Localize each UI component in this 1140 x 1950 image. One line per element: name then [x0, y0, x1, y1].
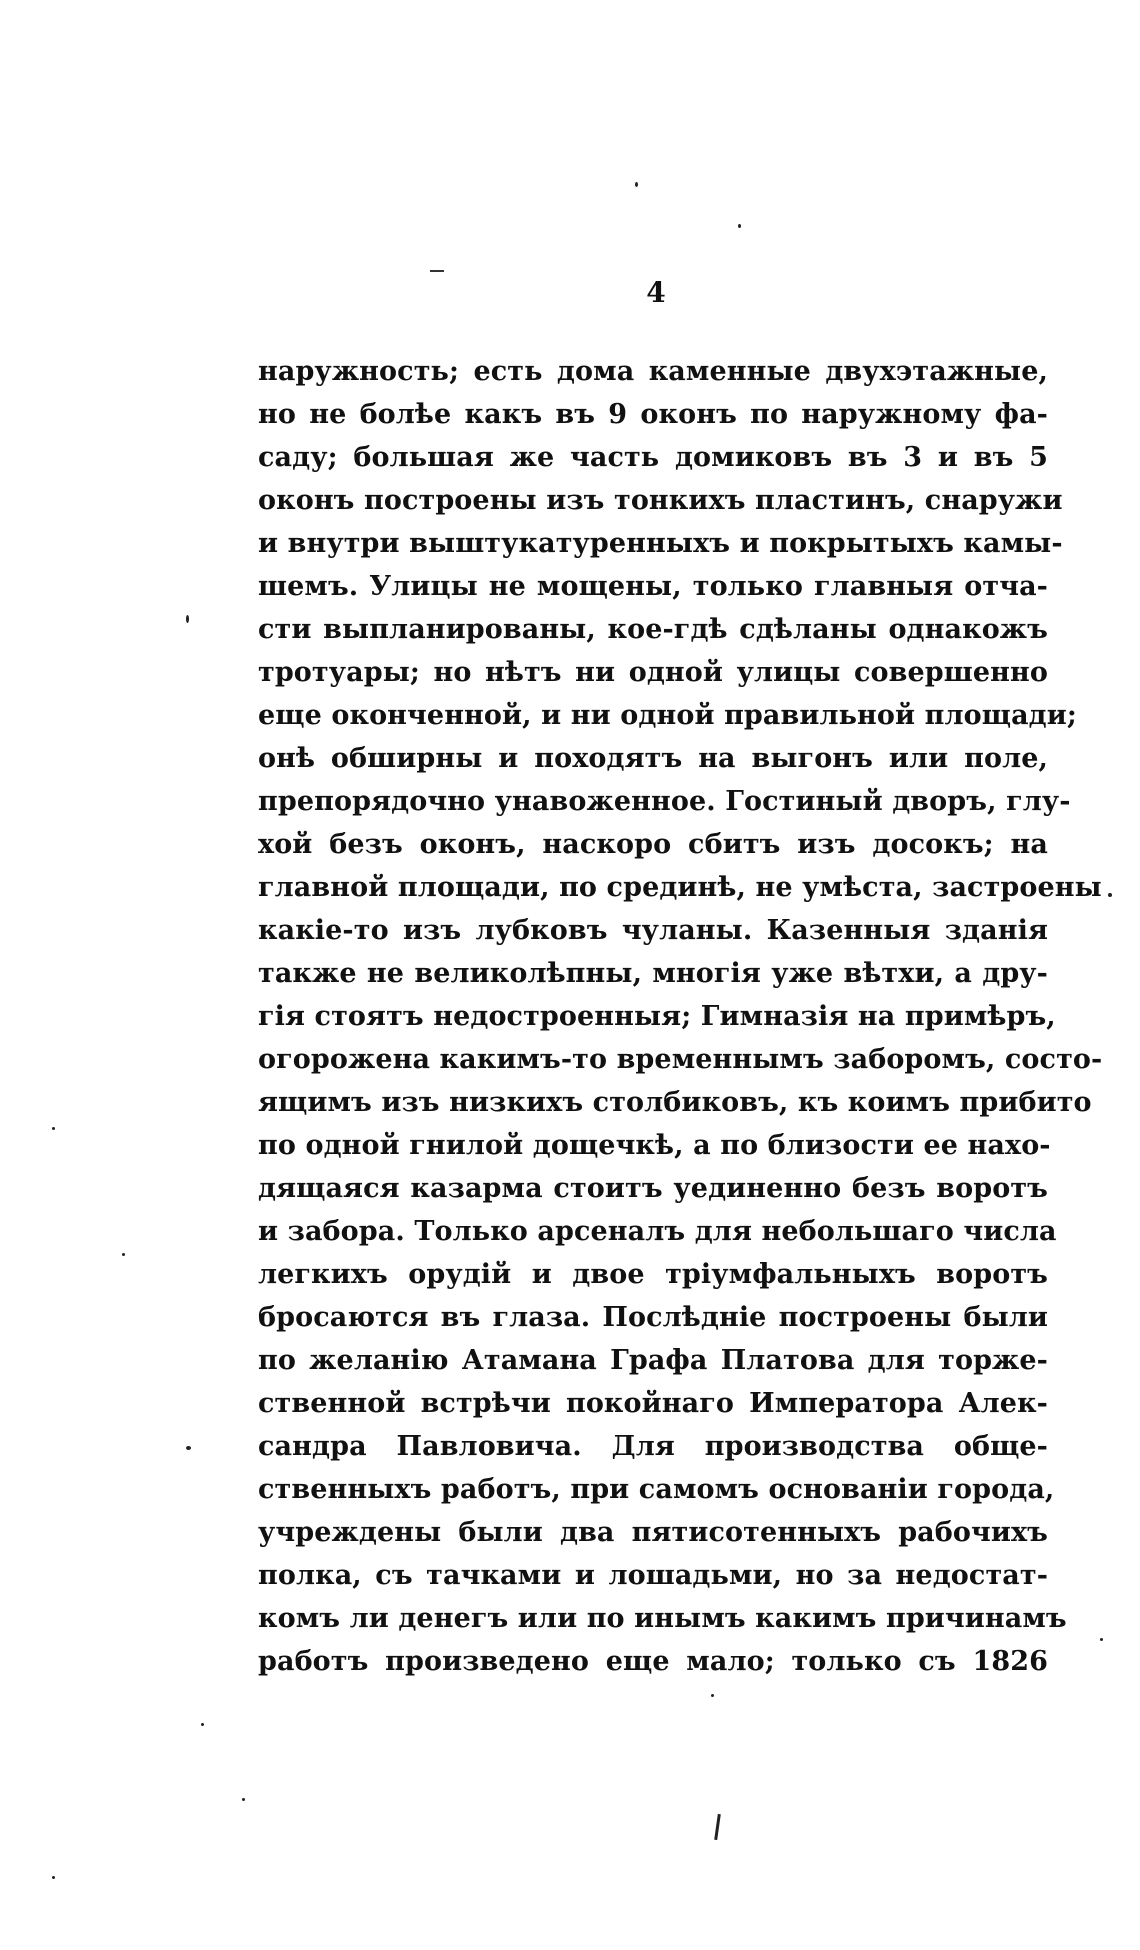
text-line: учреждены были два пятисотенныхъ рабочихъ [258, 1517, 1048, 1548]
text-line: легкихъ орудій и двое тріумфальныхъ воротъ [258, 1259, 1048, 1290]
text-line: комъ ли денегъ или по инымъ какимъ причинамъ [258, 1603, 1067, 1634]
text-line: полка, съ тачками и лошадьми, но за недостат- [258, 1560, 1048, 1591]
scan-speck [52, 1876, 55, 1879]
text-line: работъ произведено еще мало; только съ 1826 [258, 1646, 1048, 1677]
scan-speck [711, 1694, 714, 1697]
text-line: сти выпланированы, кое-гдѣ сдѣланы однакожъ [258, 614, 1048, 645]
scan-speck [242, 1798, 245, 1801]
text-line: также не великолѣпны, многія уже вѣтхи, а дру- [258, 958, 1048, 989]
text-line: по одной гнилой дощечкѣ, а по близости ее нахо- [258, 1130, 1051, 1161]
text-line: ственныхъ работъ, при самомъ основаніи города, [258, 1474, 1055, 1505]
text-line: оконъ построены изъ тонкихъ пластинъ, снаружи [258, 485, 1063, 516]
scan-speck [201, 1723, 204, 1726]
scan-speck [1108, 893, 1112, 897]
text-line: препорядочно унавоженное. Гостиный дворъ, глу- [258, 786, 1071, 817]
scan-speck [122, 1253, 125, 1256]
text-line: какіе-то изъ лубковъ чуланы. Казенныя зданія [258, 915, 1048, 946]
text-line: ственной встрѣчи покойнаго Императора Алек- [258, 1388, 1048, 1419]
text-line: онѣ обширны и походятъ на выгонъ или поле, [258, 743, 1048, 774]
text-line: и внутри выштукатуренныхъ и покрытыхъ камы- [258, 528, 1063, 559]
scan-speck [714, 1814, 721, 1840]
scan-speck [186, 615, 189, 623]
scan-speck [1100, 1638, 1103, 1641]
text-line: саду; большая же часть домиковъ въ 3 и въ 5 [258, 442, 1048, 473]
text-line: шемъ. Улицы не мощены, только главныя отча- [258, 571, 1048, 602]
scan-speck [52, 1127, 55, 1130]
scan-speck [430, 270, 444, 272]
text-line: огорожена какимъ-то временнымъ заборомъ, состо- [258, 1044, 1103, 1075]
text-line: тротуары; но нѣтъ ни одной улицы совершенно [258, 657, 1048, 688]
text-line: сандра Павловича. Для производства обще- [258, 1431, 1048, 1462]
text-line: бросаются въ глаза. Послѣдніе построены были [258, 1302, 1048, 1333]
scan-speck [186, 1446, 191, 1450]
scan-speck [635, 182, 638, 187]
text-line: по желанію Атамана Графа Платова для торже- [258, 1345, 1048, 1376]
text-line: ящимъ изъ низкихъ столбиковъ, къ коимъ прибито [258, 1087, 1092, 1118]
body-text [258, 350, 1103, 1683]
page-number: 4 [646, 276, 666, 309]
text-line: хой безъ оконъ, наскоро сбитъ изъ досокъ; на [258, 829, 1048, 860]
scan-speck [738, 224, 741, 228]
text-line: главной площади, по срединѣ, не умѣста, застроены [258, 872, 1102, 903]
text-line: дящаяся казарма стоитъ уединенно безъ воротъ [258, 1173, 1048, 1204]
text-line: наружность; есть дома каменные двухэтажные, [258, 356, 1048, 387]
text-line: и забора. Только арсеналъ для небольшаго числа [258, 1216, 1057, 1247]
text-line: но не болѣе какъ въ 9 оконъ по наружному фа- [258, 399, 1048, 430]
text-line: еще оконченной, и ни одной правильной площади; [258, 700, 1077, 731]
text-line: гія стоятъ недостроенныя; Гимназія на примѣръ, [258, 1001, 1056, 1032]
